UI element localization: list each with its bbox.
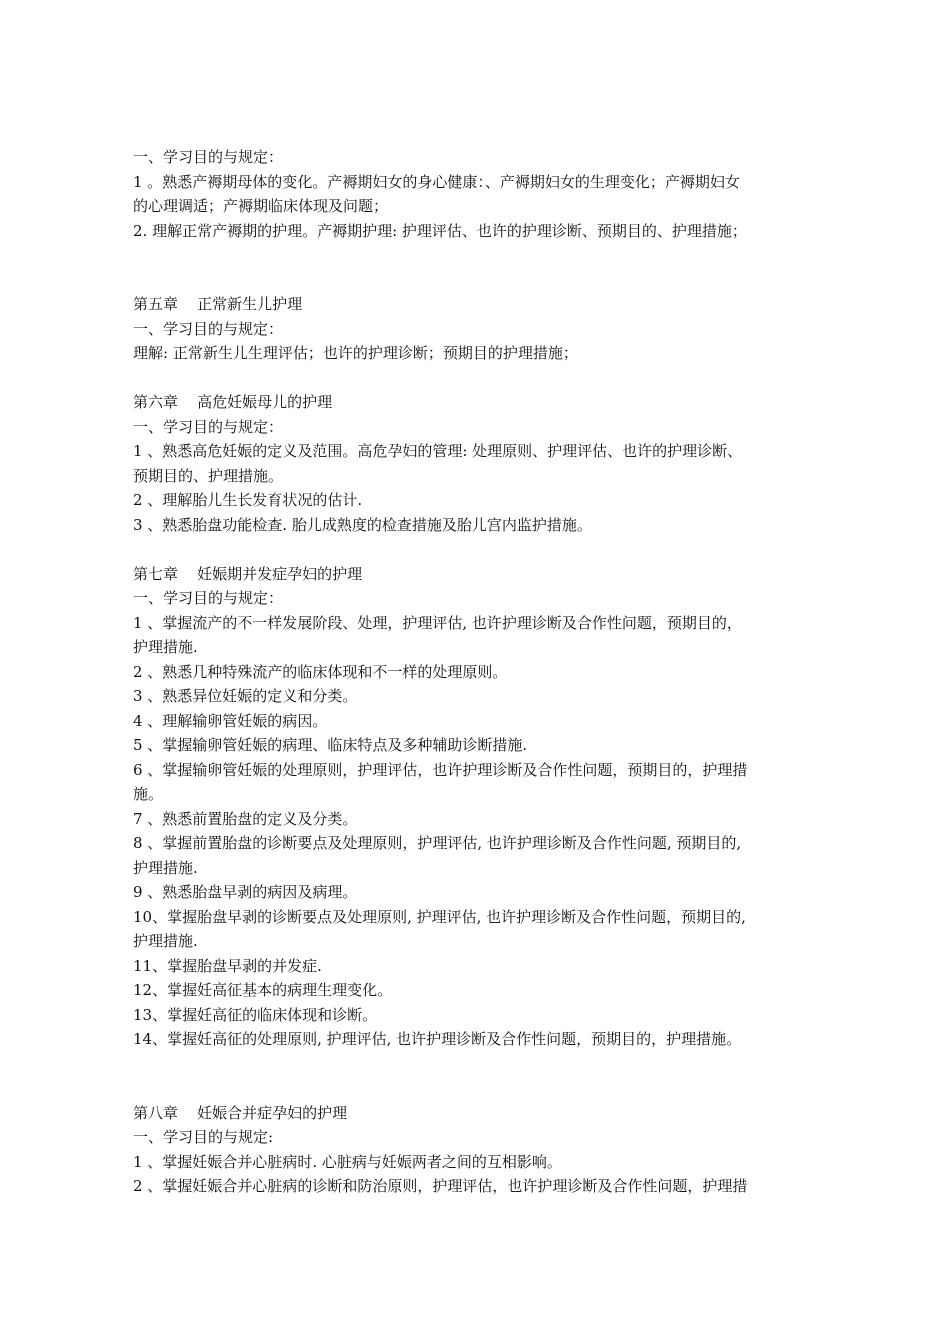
text-line: 6 、掌握输卵管妊娠的处理原则，护理评估，也许护理诊断及合作性问题，预期目的，护理措	[133, 760, 748, 779]
spacer	[133, 243, 833, 292]
text-line: 1 、熟悉高危妊娠的定义及范围。高危孕妇的管理: 处理原则、护理评估、也许的护理诊断、	[133, 442, 743, 460]
text-line: 3 、熟悉胎盘功能检查. 胎儿成熟度的检查措施及胎儿宫内监护措施。	[133, 515, 592, 534]
text-line: 2 、掌握妊娠合并心脏病的诊断和防治原则，护理评估，也许护理诊断及合作性问题，护理措	[133, 1177, 748, 1195]
chapter-title: 第八章 妊娠合并症孕妇的护理	[133, 1103, 348, 1122]
text-line: 7 、熟悉前置胎盘的定义及分类。	[133, 809, 358, 828]
spacer	[133, 537, 833, 562]
chapter-8	[133, 1101, 833, 1199]
chapter-7	[133, 562, 833, 1052]
text-line: 的心理调适；产褥期临床体现及问题；	[133, 197, 389, 215]
chapter-title: 第七章 妊娠期并发症孕妇的护理	[133, 564, 363, 583]
spacer	[133, 1052, 833, 1101]
document-page	[133, 145, 833, 1199]
section-heading: 一、学习目的与规定:	[133, 1128, 274, 1146]
text-line: 3 、熟悉异位妊娠的定义和分类。	[133, 687, 358, 705]
text-line: 护理措施.	[133, 858, 198, 877]
text-line: 1 、掌握妊娠合并心脏病时. 心脏病与妊娠两者之间的互相影响。	[133, 1152, 562, 1171]
section-heading: 一、学习目的与规定：	[133, 319, 284, 338]
text-line: 4 、理解输卵管妊娠的病因。	[133, 711, 328, 730]
text-line: 11、掌握胎盘早剥的并发症.	[133, 956, 322, 975]
text-line: 13、掌握妊高征的临床体现和诊断。	[133, 1005, 378, 1024]
text-line: 1 、掌握流产的不一样发展阶段、处理，护理评估, 也许护理诊断及合作性问题，预期目的，	[133, 613, 742, 632]
text-line: 施。	[133, 785, 164, 803]
section-heading: 一、学习目的与规定：	[133, 417, 284, 436]
text-line: 预期目的、护理措施。	[133, 466, 284, 485]
chapter-title: 第六章 高危妊娠母儿的护理	[133, 393, 333, 411]
text-line: 12、掌握妊高征基本的病理生理变化。	[133, 981, 393, 999]
text-line: 14、掌握妊高征的处理原则, 护理评估, 也许护理诊断及合作性问题，预期目的，护理措施。	[133, 1030, 742, 1048]
text-line: 5 、掌握输卵管妊娠的病理、临床特点及多种辅助诊断措施.	[133, 736, 528, 754]
text-line: 10、掌握胎盘早剥的诊断要点及处理原则, 护理评估, 也许护理诊断及合作性问题，预期目的,	[133, 907, 746, 926]
text-line: 2. 理解正常产褥期的护理。产褥期护理: 护理评估、也许的护理诊断、预期目的、护理措施；	[133, 221, 747, 240]
text-line: 9 、熟悉胎盘早剥的病因及病理。	[133, 883, 358, 901]
section-heading: 一、学习目的与规定：	[133, 148, 284, 166]
spacer	[133, 366, 833, 391]
section-postpartum	[133, 145, 833, 243]
text-line: 2 、理解胎儿生长发育状况的估计.	[133, 491, 363, 509]
section-heading: 一、学习目的与规定：	[133, 589, 284, 607]
chapter-5	[133, 292, 833, 366]
text-line: 护理措施.	[133, 638, 198, 656]
text-line: 8 、掌握前置胎盘的诊断要点及处理原则，护理评估, 也许护理诊断及合作性问题, 预期目的,	[133, 834, 742, 852]
text-line: 理解: 正常新生儿生理评估；也许的护理诊断；预期目的护理措施；	[133, 344, 578, 362]
text-line: 2 、熟悉几种特殊流产的临床体现和不一样的处理原则。	[133, 662, 508, 681]
chapter-6	[133, 390, 833, 537]
chapter-title: 第五章 正常新生儿护理	[133, 295, 303, 313]
text-line: 护理措施.	[133, 932, 198, 950]
text-line: 1 。熟悉产褥期母体的变化。产褥期妇女的身心健康：、产褥期妇女的生理变化；产褥期妇女	[133, 172, 740, 191]
